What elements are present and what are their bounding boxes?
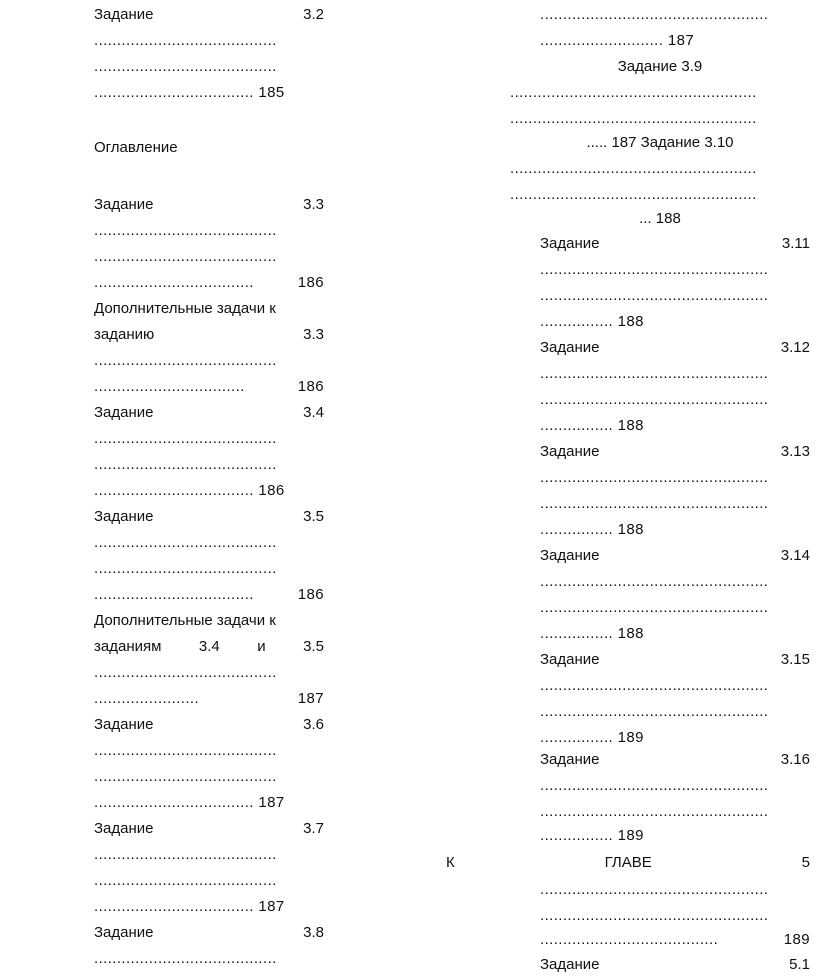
toc-leader-dots: ................................... [94, 274, 254, 291]
toc-leader-dots: ........................................ [94, 664, 277, 681]
toc-entry-label: Задание [94, 820, 154, 837]
toc-leader-dots: .................................................. [540, 261, 769, 278]
toc-entry-3-7-title[interactable] [94, 819, 324, 839]
toc-leader-dots: .................................................. [540, 881, 769, 898]
toc-entry-label: Задание [94, 404, 154, 421]
toc-entry-label: Задание [94, 508, 154, 525]
toc-entry-3-16-title[interactable] [540, 750, 810, 770]
toc-entry-extra-3-4-3-5-title[interactable]: Дополнительные задачи к [94, 612, 276, 629]
toc-page-number: 187 [297, 690, 324, 707]
toc-leader-dots: .................................................. [540, 391, 769, 408]
toc-leader-dots: ........................................ [94, 58, 277, 75]
toc-entry-number: 3.15 [780, 651, 810, 668]
toc-page-line[interactable] [94, 689, 324, 709]
toc-entry-number: 3.13 [780, 443, 810, 460]
toc-entry-number: 3.6 [303, 716, 324, 733]
toc-entry-label: Задание [540, 443, 600, 460]
toc-leader-dots: ........................................ [94, 32, 277, 49]
toc-entry-number: 5.1 [789, 956, 810, 973]
toc-page-line[interactable] [94, 585, 324, 605]
toc-leader-dots: ................................... [94, 586, 254, 603]
toc-page-number: 186 [297, 274, 324, 291]
toc-entry-3-3-title[interactable] [94, 195, 324, 215]
toc-leader-dots: ........................................ [94, 222, 277, 239]
toc-page-line[interactable]: ........................... 187 [540, 32, 695, 49]
toc-entry-label: Задание [94, 196, 154, 213]
toc-entry-number: 3.8 [303, 924, 324, 941]
toc-leader-dots: .................................................. [540, 777, 769, 794]
toc-leader-dots: .................................................. [540, 287, 769, 304]
toc-page-line[interactable] [94, 377, 324, 397]
toc-leader-dots: ........................................ [94, 768, 277, 785]
toc-page-line[interactable]: ................ 189 [540, 729, 644, 746]
toc-entry-number: 3.11 [781, 235, 810, 252]
toc-leader-dots: .................................................. [540, 573, 769, 590]
toc-entry-label: Задание [94, 6, 154, 23]
toc-entry-chapter-5-title[interactable] [446, 853, 810, 873]
toc-page-line[interactable]: ... 188 [639, 210, 681, 227]
toc-leader-dots: ........................................ [94, 534, 277, 551]
toc-entry-number: 5 [801, 854, 810, 871]
toc-entry-label: заданиям [94, 638, 162, 655]
toc-entry-extra-3-3-title[interactable]: Дополнительные задачи к [94, 300, 276, 317]
toc-page-line[interactable] [94, 273, 324, 293]
toc-leader-dots: .................................................. [540, 703, 769, 720]
toc-entry-number: 3.3 [303, 326, 324, 343]
toc-entry-3-2-title[interactable] [94, 5, 324, 25]
toc-entry-3-13-title[interactable] [540, 442, 810, 462]
toc-entry-label: Задание [540, 339, 600, 356]
toc-entry-number: 3.4 [303, 404, 324, 421]
toc-leader-dots: .................................................. [540, 599, 769, 616]
toc-page-line[interactable]: ................................... 186 [94, 482, 285, 499]
toc-entry-3-4-title[interactable] [94, 403, 324, 423]
toc-leader-dots: ........................................ [94, 872, 277, 889]
toc-entry-number: 3.16 [780, 751, 810, 768]
toc-entry-label: Задание [540, 235, 600, 252]
toc-entry-5-1-title[interactable] [540, 955, 810, 975]
toc-entry-3-10-title[interactable]: ..... 187 Задание 3.10 [586, 134, 734, 151]
toc-entry-number: 3.14 [780, 547, 810, 564]
toc-entry-label: Задание [94, 924, 154, 941]
toc-leader-dots: .................................................. [540, 677, 769, 694]
toc-leader-dots: ........................................ [94, 950, 277, 967]
toc-page-line[interactable]: ................ 189 [540, 827, 644, 844]
toc-page-number: 186 [297, 586, 324, 603]
toc-entry-3-11-title[interactable] [540, 234, 810, 254]
toc-leader-dots: .................................................. [540, 907, 769, 924]
toc-leader-dots: ........................................ [94, 248, 277, 265]
toc-leader-dots: ........................................ [94, 352, 277, 369]
toc-leader-dots: ........................................ [94, 430, 277, 447]
toc-leader-dots: ...................................................... [510, 160, 757, 177]
toc-entry-extra-3-4-3-5-title-cont[interactable] [94, 637, 324, 657]
toc-leader-dots: .................................................. [540, 495, 769, 512]
toc-entry-3-12-title[interactable] [540, 338, 810, 358]
toc-leader-dots: ....................... [94, 690, 200, 707]
toc-leader-dots: ........................................ [94, 742, 277, 759]
toc-leader-dots: ...................................................... [510, 110, 757, 127]
toc-entry-number: 3.7 [303, 820, 324, 837]
toc-page-number: 186 [297, 378, 324, 395]
toc-page-line[interactable]: ................................... 187 [94, 794, 285, 811]
toc-page-line[interactable]: ................ 188 [540, 313, 644, 330]
toc-page-line[interactable] [540, 930, 810, 950]
toc-entry-3-5-title[interactable] [94, 507, 324, 527]
toc-entry-label: Задание [540, 956, 600, 973]
toc-entry-number: 3.3 [303, 196, 324, 213]
toc-entry-3-6-title[interactable] [94, 715, 324, 735]
toc-leader-dots: .................................................. [540, 803, 769, 820]
toc-leader-dots: .................................................. [540, 469, 769, 486]
toc-entry-3-9-title[interactable]: Задание 3.9 [617, 58, 703, 75]
toc-page-line[interactable]: ................................... 187 [94, 898, 285, 915]
toc-leader-dots: ........................................ [94, 560, 277, 577]
toc-page-number: 189 [783, 931, 810, 948]
toc-entry-3-15-title[interactable] [540, 650, 810, 670]
toc-entry-label: заданию [94, 326, 155, 343]
toc-leader-dots: ................................. [94, 378, 245, 395]
toc-page-line[interactable]: ................ 188 [540, 625, 644, 642]
toc-page-line[interactable]: ................ 188 [540, 521, 644, 538]
toc-entry-3-14-title[interactable] [540, 546, 810, 566]
toc-entry-label: Задание [540, 547, 600, 564]
toc-leader-dots: ........................................ [94, 456, 277, 473]
toc-page-line[interactable]: ................ 188 [540, 417, 644, 434]
toc-leader-dots: ........................................ [94, 846, 277, 863]
toc-leader-dots: ...................................................... [510, 186, 757, 203]
toc-entry-3-8-title[interactable] [94, 923, 324, 943]
toc-page-line[interactable]: ................................... 185 [94, 84, 285, 101]
toc-entry-number: 3.5 [303, 638, 324, 655]
toc-entry-extra-3-3-title-cont[interactable] [94, 325, 324, 345]
toc-entry-conjunction: и [257, 638, 266, 655]
toc-entry-label: Задание [540, 751, 600, 768]
toc-entry-label: К [446, 854, 455, 871]
toc-entry-number: 3.5 [303, 508, 324, 525]
toc-entry-label: Задание [94, 716, 154, 733]
toc-heading: Оглавление [94, 139, 178, 156]
toc-leader-dots: ...................................................... [510, 84, 757, 101]
toc-entry-label: Задание [540, 651, 600, 668]
toc-entry-number: 3.2 [303, 6, 324, 23]
toc-leader-dots: .................................................. [540, 6, 769, 23]
toc-entry-number: 3.4 [198, 638, 220, 655]
toc-entry-number: 3.12 [780, 339, 810, 356]
toc-leader-dots: .................................................. [540, 365, 769, 382]
toc-entry-label: ГЛАВЕ [604, 854, 652, 871]
toc-leader-dots: ....................................... [540, 931, 719, 948]
